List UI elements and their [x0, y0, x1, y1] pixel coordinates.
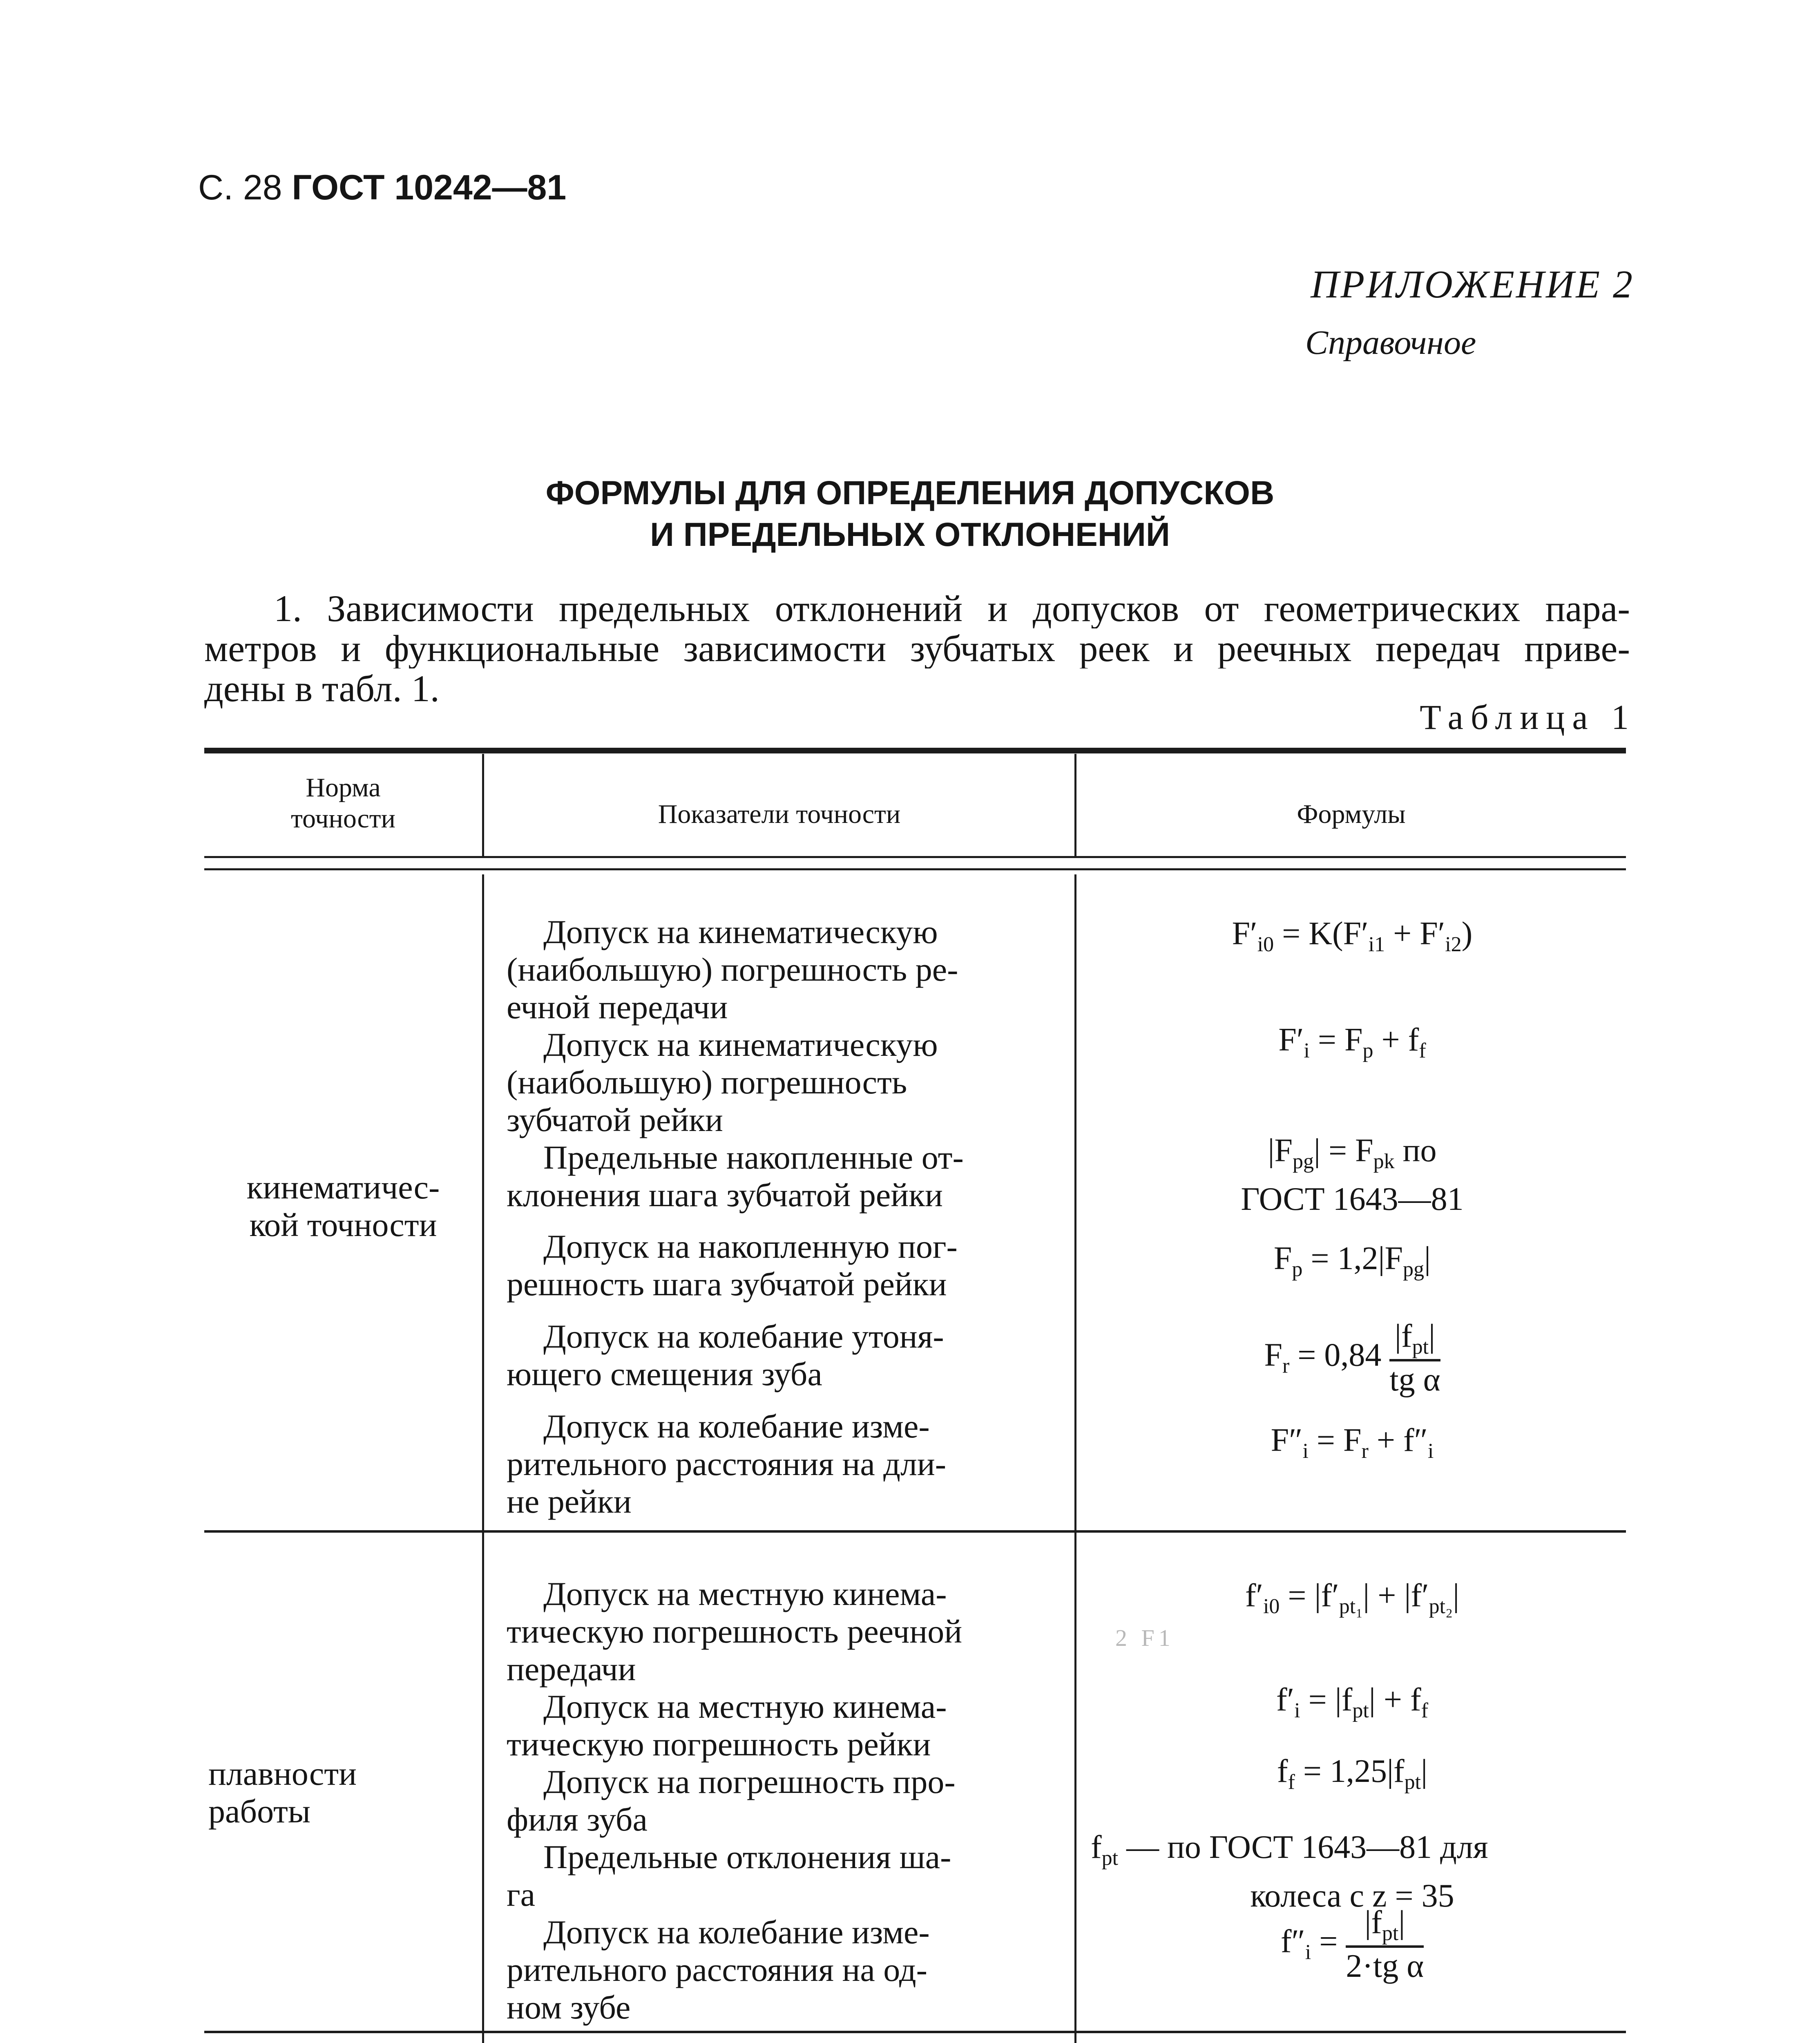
fraction-denominator: tg α — [1389, 1362, 1440, 1398]
formula-part: по — [1394, 1133, 1437, 1169]
formula-f-f — [1079, 1753, 1626, 1794]
indicator-line: ечной передачи — [507, 988, 728, 1026]
indicator-line: Допуск на колебание изме- — [543, 1408, 930, 1445]
formula-f-i — [1079, 1022, 1626, 1063]
formula-part: = 1,25|f — [1295, 1753, 1405, 1789]
formula-part: = F — [1308, 1422, 1362, 1458]
indicator-line: передачи — [507, 1650, 636, 1688]
indicator-line: (наибольшую) погрешность — [507, 1064, 907, 1101]
formula-f-i0-local — [1079, 1577, 1626, 1618]
indicator-line: Предельные накопленные от- — [543, 1139, 964, 1176]
indicator-item — [507, 1318, 1046, 1393]
indicator-line: рительного расстояния на дли- — [507, 1445, 947, 1482]
indicator-item — [507, 913, 1046, 1214]
group-name-line: плавности — [208, 1755, 357, 1792]
formula-part: ) — [1461, 916, 1473, 952]
formula-sub: r — [1282, 1354, 1290, 1378]
group-name-smoothness — [192, 1755, 502, 1830]
formula-part: | — [1398, 1904, 1405, 1940]
formula-part: | + f — [1369, 1682, 1421, 1718]
intro-line: 1. Зависимости предельных отклонений и допусков от геометрических пара- — [274, 588, 1630, 628]
formula-sub: i2 — [1445, 933, 1462, 956]
indicator-line: Допуск на местную кинема- — [543, 1688, 947, 1725]
formula-sub: i — [1305, 1940, 1311, 1964]
formula-part: = — [1311, 1923, 1346, 1960]
indicator-line: рительного расстояния на од- — [507, 1951, 927, 1988]
fraction — [1346, 1904, 1424, 1985]
column-header-formulas: Формулы — [1297, 799, 1406, 829]
indicator-line: (наибольшую) погрешность ре- — [507, 951, 958, 988]
formula-part: f′ — [1245, 1578, 1263, 1614]
group-separator — [204, 1530, 1626, 1533]
header-rule — [204, 856, 1626, 858]
indicator-line: га — [507, 1876, 536, 1913]
formula-part: F — [1264, 1337, 1282, 1373]
intro-paragraph — [204, 588, 1630, 709]
formula-part: F′ — [1232, 916, 1257, 952]
formula-sub: pt₂ — [1429, 1595, 1453, 1618]
table-caption: Таблица 1 — [1420, 697, 1636, 737]
indicator-item — [507, 1408, 1046, 1520]
formula-part: | — [1429, 1318, 1436, 1354]
indicator-line: не рейки — [507, 1483, 632, 1520]
formula-part: + F′ — [1385, 916, 1445, 952]
formula-sub: r — [1361, 1439, 1369, 1463]
formula-part: F″ — [1271, 1422, 1303, 1458]
formula-sub: pg — [1293, 1150, 1314, 1173]
column-divider — [482, 874, 484, 2043]
indicator-line: Допуск на погрешность про- — [543, 1763, 956, 1800]
formula-sub: pt — [1352, 1699, 1369, 1722]
formula-part: F — [1273, 1241, 1292, 1276]
formula-part: = 1,2|F — [1302, 1241, 1403, 1276]
fraction — [1389, 1318, 1440, 1399]
formula-sub: pt₁ — [1339, 1595, 1363, 1618]
formula-part: | + |f′ — [1363, 1578, 1429, 1614]
indicator-line: Допуск на местную кинема- — [543, 1575, 947, 1612]
indicator-line: тическую погрешность рейки — [507, 1726, 931, 1763]
formula-f-i-local — [1079, 1681, 1626, 1723]
intro-line: дены в табл. 1. — [204, 668, 440, 709]
formula-sub: p — [1292, 1258, 1303, 1281]
indicator-line: решность шага зубчатой рейки — [507, 1265, 947, 1303]
formula-sub: i — [1427, 1439, 1434, 1463]
table-top-rule — [204, 748, 1626, 753]
page-header — [198, 168, 566, 208]
formula-part: + f″ — [1368, 1422, 1428, 1458]
formula-sub: pt — [1382, 1922, 1399, 1945]
page-number: С. 28 — [198, 168, 282, 207]
formula-part: |f — [1364, 1904, 1382, 1940]
formula-sub: i — [1302, 1439, 1309, 1463]
formula-part: + f — [1373, 1022, 1419, 1058]
indicator-line: Допуск на колебание утоня- — [543, 1318, 944, 1355]
formula-part: |F — [1268, 1133, 1293, 1169]
formula-part: |f — [1394, 1318, 1412, 1354]
indicator-item — [507, 1575, 1046, 2026]
formula-sub: f — [1421, 1699, 1428, 1722]
formula-sub: pt — [1412, 1335, 1429, 1359]
formula-part: | — [1453, 1578, 1460, 1614]
formula-part: = K(F′ — [1274, 916, 1369, 952]
formula-part: = |f — [1300, 1682, 1353, 1718]
indicator-line: Допуск на кинематическую — [543, 913, 938, 950]
column-header-norm — [229, 772, 458, 834]
appendix-subtitle: Справочное — [1305, 324, 1476, 362]
formula-part: | = F — [1314, 1133, 1373, 1169]
formula-part: ГОСТ 1643—81 — [1241, 1181, 1464, 1217]
group-name-line: работы — [208, 1793, 310, 1830]
formula-part: = |f′ — [1280, 1578, 1339, 1614]
formula-part: = 0,84 — [1289, 1337, 1382, 1373]
group-name-kinematic — [212, 1169, 474, 1244]
formula-part: F′ — [1278, 1022, 1304, 1058]
main-title-line-1: ФОРМУЛЫ ДЛЯ ОПРЕДЕЛЕНИЯ ДОПУСКОВ — [545, 474, 1275, 512]
formula-sub: pt — [1101, 1846, 1119, 1870]
formula-f-pg — [1079, 1132, 1626, 1218]
formula-sub: i — [1294, 1699, 1300, 1722]
stray-marks: 2 F1 — [1115, 1625, 1175, 1651]
document-code: ГОСТ 10242—81 — [292, 168, 567, 207]
indicator-line: ющего смещения зуба — [507, 1355, 822, 1393]
fraction-numerator — [1389, 1318, 1440, 1361]
formula-sub: f — [1419, 1039, 1426, 1062]
formula-f-i-double — [1079, 1422, 1626, 1463]
formula-sub: f — [1288, 1770, 1295, 1794]
formula-sub: pk — [1373, 1150, 1395, 1173]
indicator-item — [507, 1228, 1046, 1303]
indicator-line: клонения шага зубчатой рейки — [507, 1176, 943, 1214]
indicator-line: филя зуба — [507, 1801, 648, 1838]
column-header-text: точности — [291, 804, 395, 834]
main-title-line-2: И ПРЕДЕЛЬНЫХ ОТКЛОНЕНИЙ — [650, 516, 1170, 553]
column-header-text: Норма — [306, 773, 381, 802]
fraction-numerator — [1346, 1904, 1424, 1948]
indicator-line: Предельные отклонения ша- — [543, 1838, 951, 1875]
formula-sub: i1 — [1368, 933, 1385, 956]
formula-part: — по ГОСТ 1643—81 для — [1118, 1829, 1488, 1865]
indicator-line: Допуск на колебание изме- — [543, 1913, 930, 1951]
indicator-line: Допуск на накопленную пог- — [543, 1228, 958, 1265]
fraction-denominator: 2·tg α — [1346, 1948, 1424, 1984]
group-separator — [204, 2031, 1626, 2033]
formula-part: | — [1421, 1753, 1428, 1789]
appendix-title: ПРИЛОЖЕНИЕ 2 — [1311, 262, 1634, 306]
column-divider — [1074, 874, 1076, 2043]
formula-part: f′ — [1276, 1682, 1295, 1718]
formula-sub: i0 — [1257, 933, 1274, 956]
column-header-indicators: Показатели точности — [658, 799, 901, 829]
indicator-line: Допуск на кинематическую — [543, 1026, 938, 1063]
formula-part: f — [1091, 1829, 1102, 1865]
formula-part: f″ — [1280, 1923, 1305, 1960]
group-name-line: кой точности — [249, 1206, 437, 1243]
indicator-line: тическую погрешность реечной — [507, 1613, 962, 1650]
formula-part: | — [1424, 1241, 1431, 1276]
formula-f-r — [1079, 1318, 1626, 1399]
indicator-line: зубчатой рейки — [507, 1101, 723, 1138]
group-name-line: кинематичес- — [246, 1169, 440, 1206]
formula-f-p — [1079, 1240, 1626, 1281]
formula-sub: pg — [1403, 1258, 1425, 1281]
formula-sub: p — [1362, 1039, 1373, 1062]
formula-f-pt — [1079, 1828, 1626, 1915]
formula-sub: i0 — [1263, 1595, 1280, 1618]
indicator-line: ном зубе — [507, 1989, 631, 2026]
formula-f-i0 — [1079, 915, 1626, 957]
formula-part: колеса с z = 35 — [1250, 1878, 1454, 1914]
intro-line: метров и функциональные зависимости зубчатых реек и реечных передач приве- — [204, 628, 1630, 668]
formula-f-i-double-local — [1079, 1904, 1626, 1985]
formula-part: f — [1277, 1753, 1288, 1789]
formula-sub: i — [1304, 1039, 1310, 1062]
formula-sub: pt — [1404, 1770, 1421, 1794]
formula-part: = F — [1309, 1022, 1363, 1058]
header-rule — [204, 868, 1626, 870]
